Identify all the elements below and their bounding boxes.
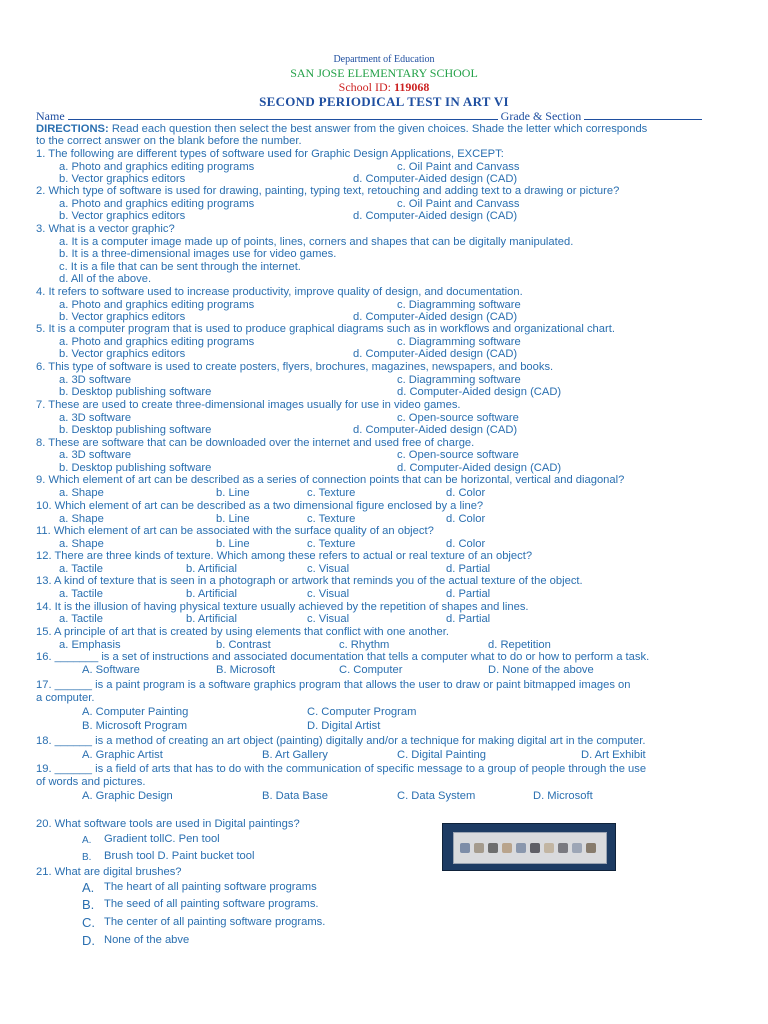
name-label: Name (36, 109, 65, 123)
question-1: 1. The following are different types of software used for Graphic Design Applications, EXCEPT: (36, 148, 504, 160)
option[interactable]: b. Artificial (186, 588, 237, 600)
question-21: 21. What are digital brushes? (36, 866, 182, 878)
option[interactable]: a. Photo and graphics editing programs (59, 336, 255, 348)
option[interactable]: Brush tool D. Paint bucket tool (104, 850, 255, 862)
option[interactable]: a. Shape (59, 538, 104, 550)
page-title: SECOND PERIODICAL TEST IN ART VI (259, 94, 509, 109)
option[interactable]: c. It is a file that can be sent through the internet. (59, 261, 301, 273)
option[interactable]: None of the abve (104, 934, 190, 946)
option[interactable]: c. Diagramming software (397, 299, 521, 311)
option[interactable]: b. Desktop publishing software (59, 462, 212, 474)
option[interactable]: c. Diagramming software (397, 336, 521, 348)
option[interactable]: d. Partial (446, 563, 491, 575)
option[interactable]: a. Emphasis (59, 639, 121, 651)
option[interactable]: c. Texture (307, 487, 356, 499)
option[interactable]: b. Line (216, 487, 250, 499)
option[interactable]: Gradient tollC. Pen tool (104, 833, 220, 845)
option[interactable]: a. 3D software (59, 412, 132, 424)
option[interactable]: C. Computer Program (307, 706, 417, 718)
option[interactable]: D. Digital Artist (307, 720, 381, 732)
option[interactable]: d. Computer-Aided design (CAD) (397, 462, 562, 474)
question-5: 5. It is a computer program that is used to produce graphical diagrams such as in workflows and organizational chart. (36, 323, 615, 335)
option[interactable]: D. None of the above (488, 664, 594, 676)
department-name: Department of Education (333, 54, 435, 65)
option[interactable]: d. Computer-Aided design (CAD) (353, 210, 518, 222)
option[interactable]: c. Texture (307, 538, 356, 550)
option-letter[interactable]: A. (82, 835, 92, 846)
option[interactable]: d. Repetition (488, 639, 551, 651)
option[interactable]: The center of all painting software programs. (104, 916, 326, 928)
school-id-label: School ID: (338, 80, 394, 94)
option[interactable]: c. Visual (307, 613, 350, 625)
brush-swatch-icon (530, 843, 540, 853)
brush-swatch-icon (544, 843, 554, 853)
option[interactable]: b. Line (216, 538, 250, 550)
option[interactable]: c. Rhythm (339, 639, 390, 651)
option[interactable]: b. Contrast (216, 639, 271, 651)
option[interactable]: The heart of all painting software programs (104, 881, 317, 893)
question-19: 19. ______ is a field of arts that has to do with the communication of specific message to a group of people through the use (36, 763, 647, 775)
option-letter[interactable]: B. (82, 852, 92, 863)
option[interactable]: C. Computer (339, 664, 403, 676)
option[interactable]: a. Shape (59, 487, 104, 499)
option[interactable]: a. 3D software (59, 449, 132, 461)
option[interactable]: c. Diagramming software (397, 374, 521, 386)
school-id (0, 80, 768, 95)
name-field[interactable] (68, 109, 498, 120)
question-11: 11. Which element of art can be associated with the surface quality of an object? (36, 525, 434, 537)
option[interactable]: a. Photo and graphics editing programs (59, 299, 255, 311)
option[interactable]: A. Software (82, 664, 140, 676)
option[interactable]: c. Oil Paint and Canvass (397, 161, 520, 173)
option[interactable]: b. Artificial (186, 613, 237, 625)
question-4: 4. It refers to software used to increase productivity, improve quality of design, and documentation. (36, 286, 523, 298)
option[interactable]: b. Vector graphics editors (59, 348, 186, 360)
question-13: 13. A kind of texture that is seen in a photograph or artwork that reminds you of the actual texture of the object. (36, 575, 583, 587)
question-10: 10. Which element of art can be described as a two dimensional figure enclosed by a line? (36, 500, 484, 512)
option[interactable]: b. Vector graphics editors (59, 210, 186, 222)
option[interactable]: b. Vector graphics editors (59, 173, 186, 185)
question-9: 9. Which element of art can be described as a series of connection points that can be horizontal, vertical and diagonal? (36, 474, 625, 486)
school-name: SAN JOSE ELEMENTARY SCHOOL (290, 66, 478, 80)
question-17-cont: a computer. (36, 692, 95, 704)
brush-swatch-icon (572, 843, 582, 853)
option[interactable]: a. Tactile (59, 613, 103, 625)
option[interactable]: c. Texture (307, 513, 356, 525)
option[interactable]: D. Microsoft (533, 790, 593, 802)
question-12: 12. There are three kinds of texture. Which among these refers to actual or real texture of an object? (36, 550, 533, 562)
question-7: 7. These are used to create three-dimensional images usually for use in video games. (36, 399, 461, 411)
option[interactable]: d. All of the above. (59, 273, 152, 285)
option-letter[interactable]: A. (82, 880, 95, 895)
option[interactable]: b. It is a three-dimensional images use for video games. (59, 248, 337, 260)
option[interactable]: A. Graphic Artist (82, 749, 163, 761)
option[interactable]: d. Partial (446, 613, 491, 625)
question-15: 15. A principle of art that is created by using elements that conflict with one another. (36, 626, 449, 638)
option[interactable]: d. Color (446, 513, 486, 525)
directions-label: DIRECTIONS: (36, 123, 109, 135)
option-letter[interactable]: B. (82, 897, 95, 912)
option[interactable]: a. Shape (59, 513, 104, 525)
option[interactable]: c. Visual (307, 588, 350, 600)
question-20: 20. What software tools are used in Digital paintings? (36, 818, 300, 830)
option[interactable]: a. Photo and graphics editing programs (59, 198, 255, 210)
brush-swatch-icon (474, 843, 484, 853)
question-17: 17. ______ is a paint program is a software graphics program that allows the user to draw or paint bitmapped images on (36, 679, 631, 691)
option[interactable]: a. Tactile (59, 588, 103, 600)
option[interactable]: b. Desktop publishing software (59, 424, 212, 436)
question-14: 14. It is the illusion of having physical texture usually achieved by the repetition of shapes and lines. (36, 601, 529, 613)
option[interactable]: b. Line (216, 513, 250, 525)
name-row (36, 109, 736, 122)
option[interactable]: The seed of all painting software programs. (104, 898, 319, 910)
question-8: 8. These are software that can be downloaded over the internet and used free of charge. (36, 437, 475, 449)
question-2: 2. Which type of software is used for drawing, painting, typing text, retouching and adding text to a drawing or picture? (36, 185, 620, 197)
option-letter[interactable]: D. (82, 933, 95, 948)
question-16: 16. _______ is a set of instructions and associated documentation that tells a computer what to do or how to perform a task. (36, 651, 650, 663)
option[interactable]: a. 3D software (59, 374, 132, 386)
digital-brushes-photo (442, 823, 616, 871)
question-19-cont: of words and pictures. (36, 776, 146, 788)
option[interactable]: a. Tactile (59, 563, 103, 575)
school-id-value: 119068 (394, 80, 430, 94)
directions-text: Read each question then select the best answer from the given choices. Shade the letter which corresponds (108, 123, 648, 135)
option[interactable]: B. Data Base (262, 790, 328, 802)
question-3: 3. What is a vector graphic? (36, 223, 175, 235)
option[interactable]: b. Desktop publishing software (59, 386, 212, 398)
brush-swatch-icon (502, 843, 512, 853)
option[interactable]: B. Art Gallery (262, 749, 328, 761)
option[interactable]: c. Visual (307, 563, 350, 575)
brush-swatch-icon (586, 843, 596, 853)
directions-cont: to the correct answer on the blank before the number. (36, 135, 302, 147)
option[interactable]: C. Data System (397, 790, 476, 802)
option[interactable]: c. Open-source software (397, 449, 519, 461)
option[interactable]: d. Color (446, 487, 486, 499)
option[interactable]: d. Computer-Aided design (CAD) (353, 173, 518, 185)
option[interactable]: b. Artificial (186, 563, 237, 575)
option[interactable]: d. Computer-Aided design (CAD) (353, 311, 518, 323)
option[interactable]: d. Partial (446, 588, 491, 600)
question-18: 18. ______ is a method of creating an art object (painting) digitally and/or a technique for making digital art in the computer. (36, 735, 646, 747)
option[interactable]: c. Open-source software (397, 412, 519, 424)
option[interactable]: b. Vector graphics editors (59, 311, 186, 323)
option[interactable]: d. Computer-Aided design (CAD) (353, 424, 518, 436)
question-6: 6. This type of software is used to create posters, flyers, brochures, magazines, newspapers, and books. (36, 361, 554, 373)
brush-swatch-icon (558, 843, 568, 853)
brush-swatch-icon (460, 843, 470, 853)
grade-field[interactable] (584, 109, 702, 120)
option-letter[interactable]: C. (82, 915, 95, 930)
option[interactable]: B. Microsoft Program (82, 720, 188, 732)
option[interactable]: B. Microsoft (216, 664, 276, 676)
option[interactable]: A. Computer Painting (82, 706, 189, 718)
option[interactable]: d. Color (446, 538, 486, 550)
brush-swatch-icon (488, 843, 498, 853)
option[interactable]: a. It is a computer image made up of points, lines, corners and shapes that can be digitally manipulated. (59, 236, 574, 248)
option[interactable]: A. Graphic Design (82, 790, 173, 802)
option[interactable]: C. Digital Painting (397, 749, 486, 761)
grade-label: Grade & Section (500, 109, 582, 123)
brush-swatch-icon (516, 843, 526, 853)
option[interactable]: d. Computer-Aided design (CAD) (353, 348, 518, 360)
option[interactable]: d. Computer-Aided design (CAD) (397, 386, 562, 398)
brushes-palette (453, 832, 607, 864)
option[interactable]: D. Art Exhibit (581, 749, 646, 761)
option[interactable]: a. Photo and graphics editing programs (59, 161, 255, 173)
option[interactable]: c. Oil Paint and Canvass (397, 198, 520, 210)
